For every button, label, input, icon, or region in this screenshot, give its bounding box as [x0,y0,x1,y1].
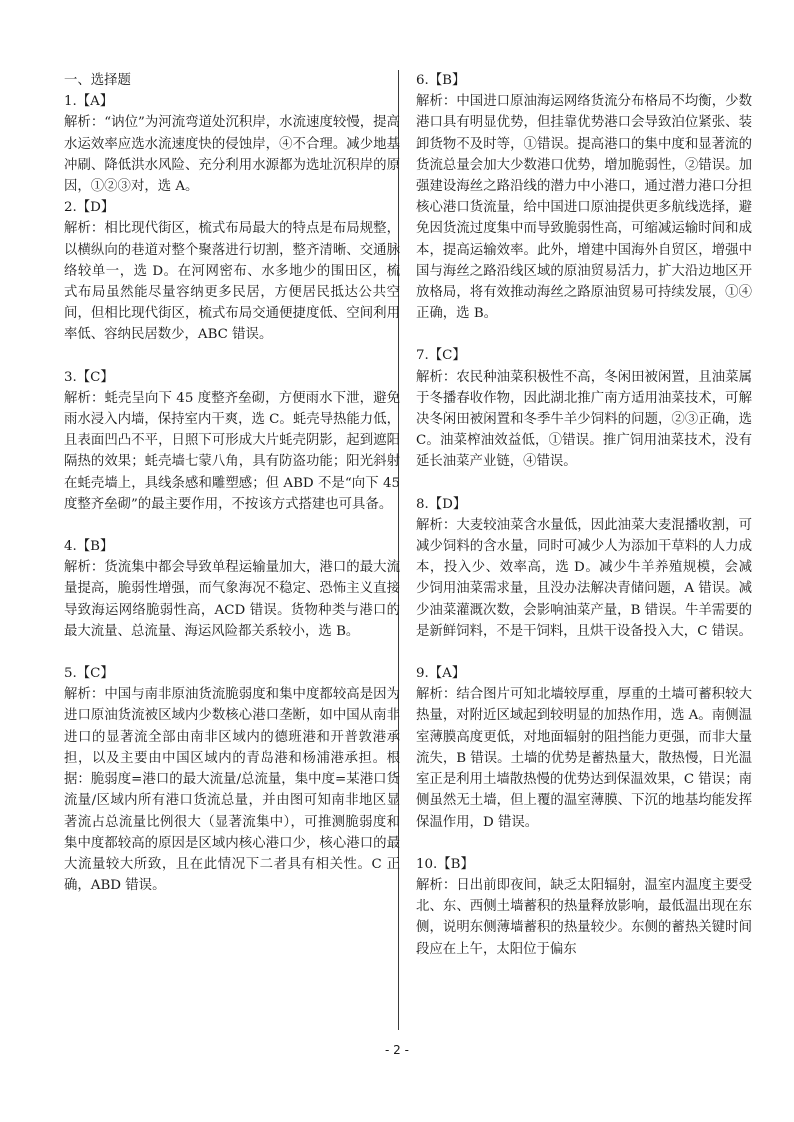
answer-label: 8.【D】 [416,496,467,512]
right-column [416,70,752,960]
answer-label: 2.【D】 [64,200,115,216]
answer-label: 9.【A】 [416,666,466,682]
answer-explanation: 解析：农民种油菜积极性不高，冬闲田被闲置，且油菜属于冬播春收作物，因此湖北推广南方适用油菜技术，可解决冬闲田被闲置和冬季牛羊少饲料的问题，②③正确，选 C。油菜榨油效益低，①错误。推广饲用油菜技术，没有延长油菜产业链，④错误。 [416,369,752,470]
answer-label: 7.【C】 [416,348,466,364]
question-4 [64,536,400,642]
answer-label: 3.【C】 [64,369,114,385]
question-7 [416,345,752,472]
question-1 [64,91,400,197]
answer-label: 5.【C】 [64,666,114,682]
question-6 [416,70,752,324]
question-8 [416,494,752,642]
question-5 [64,663,400,896]
page-number: - 2 - [385,1043,409,1057]
answer-label: 6.【B】 [416,73,466,88]
section-title: 一、选择题 [64,73,131,88]
answer-label: 1.【A】 [64,94,114,110]
answer-explanation: 解析：中国进口原油海运网络货流分布格局不均衡，少数港口具有明显优势，但挂靠优势港口会导致泊位紧张、装卸货物不及时等，①错误。提高港口的集中度和显著流的货流总量会加大少数港口优势，增加脆弱性，②错误。加强建设海丝之路沿线的潜力中小港口，通过潜力港口分担核心港口货流量，给中国进口原油提供更多航线选择，避免因货流过度集中而导致脆弱性高，可缩减运输时间和成本，提高运输效率。此外，增建中国海外自贸区，增强中国与海丝之路沿线区域的原油贸易活力，扩大沿边地区开放格局，将有效推动海丝之路原油贸易可持续发展，①④正确，选 B。 [416,94,752,322]
answer-explanation: 解析：货流集中都会导致单程运输量加大，港口的最大流量提高，脆弱性增强，而气象海况不稳定、恐怖主义直接导致海运网络脆弱性高，ACD 错误。货物种类与港口的最大流量、总流量、海运风险都关系较小，选 B。 [64,560,400,639]
question-3 [64,367,400,515]
question-2 [64,197,400,345]
question-10 [416,854,752,960]
answer-explanation: 解析：日出前即夜间，缺乏太阳辐射，温室内温度主要受北、东、西侧土墙蓄积的热量释放影响，最低温出现在东侧，说明东侧薄墙蓄积的热量较少。东侧的蓄热关键时间段应在上午，太阳位于偏东 [416,877,752,957]
answer-explanation: 解析：结合图片可知北墙较厚重，厚重的土墙可蓄积较大热量，对附近区域起到较明显的加热作用，选 A。南侧温室薄膜高度更低，对地面辐射的阻挡能力更强，而非大量流失，B 错误。土墙的优势是蓄热量大，散热慢，日光温室正是利用土墙散热慢的优势达到保温效果，C 错误；南侧虽然无土墙，但上覆的温室薄膜、下沉的地基均能发挥保温作用，D 错误。 [416,687,752,830]
answer-explanation: 解析：大麦较油菜含水量低，因此油菜大麦混播收割，可减少饲料的含水量，同时可减少人为添加干草料的人力成本，投入少、效率高，选 D。减少牛羊养殖规模，会减少饲用油菜需求量，且没办法解决青储问题，A 错误。减少油菜灌溉次数，会影响油菜产量，B 错误。牛羊需要的是新鲜饲料，不是干饲料，且烘干设备投入大，C 错误。 [416,517,752,639]
answer-explanation: 解析：蚝壳呈向下 45 度整齐垒砌，方便雨水下泄，避免雨水浸入内墙，保持室内干爽，选 C。蚝壳导热能力低，且表面凹凸不平，日照下可形成大片蚝壳阴影，起到遮阳隔热的效果；蚝壳墙七蒙八角，具有防盗功能；阳光斜射在蚝壳墙上，具线条感和雕塑感；但 ABD 不是“向下 45 度整齐垒砌”的最主要作用，不按该方式搭建也可具备。 [64,390,400,512]
answer-explanation: 解析：“讷位”为河流弯道处沉积岸，水流速度较慢，提高水运效率应选水流速度快的侵蚀岸，④不合理。减少地基冲刷、降低洪水风险、充分利用水源都为选址沉积岸的原因，①②③对，选 A。 [64,115,400,195]
answer-label: 10.【B】 [416,856,474,872]
left-column [64,70,400,917]
answer-explanation: 解析：中国与南非原油货流脆弱度和集中度都较高是因为进口原油货流被区域内少数核心港口垄断，如中国从南非进口的显著流全部由南非区域内的德班港和开普敦港承担，以及主要由中国区域内的青岛港和杨浦港承担。根据：脆弱度=港口的最大流量/总流量，集中度=某港口货流量/区域内所有港口货流总量，并由图可知南非地区显著流占总流量比例很大（显著流集中），可推测脆弱度和集中度都较高的原因是区域内核心港口少，核心港口的最大流量较大所致，且在此情况下二者具有相关性。C 正确，ABD 错误。 [64,687,400,894]
question-9 [416,663,752,833]
answer-explanation: 解析：相比现代街区，梳式布局最大的特点是布局规整，以横纵向的巷道对整个聚落进行切割，整齐清晰、交通脉络较单一，选 D。在河网密布、水多地少的围田区，梳式布局虽然能尽量容纳更多民居，方便居民抵达公共空间，但相比现代街区，梳式布局交通便捷度低、空间利用率低、容纳民居数少，ABC 错误。 [64,221,400,343]
answer-label: 4.【B】 [64,539,114,555]
